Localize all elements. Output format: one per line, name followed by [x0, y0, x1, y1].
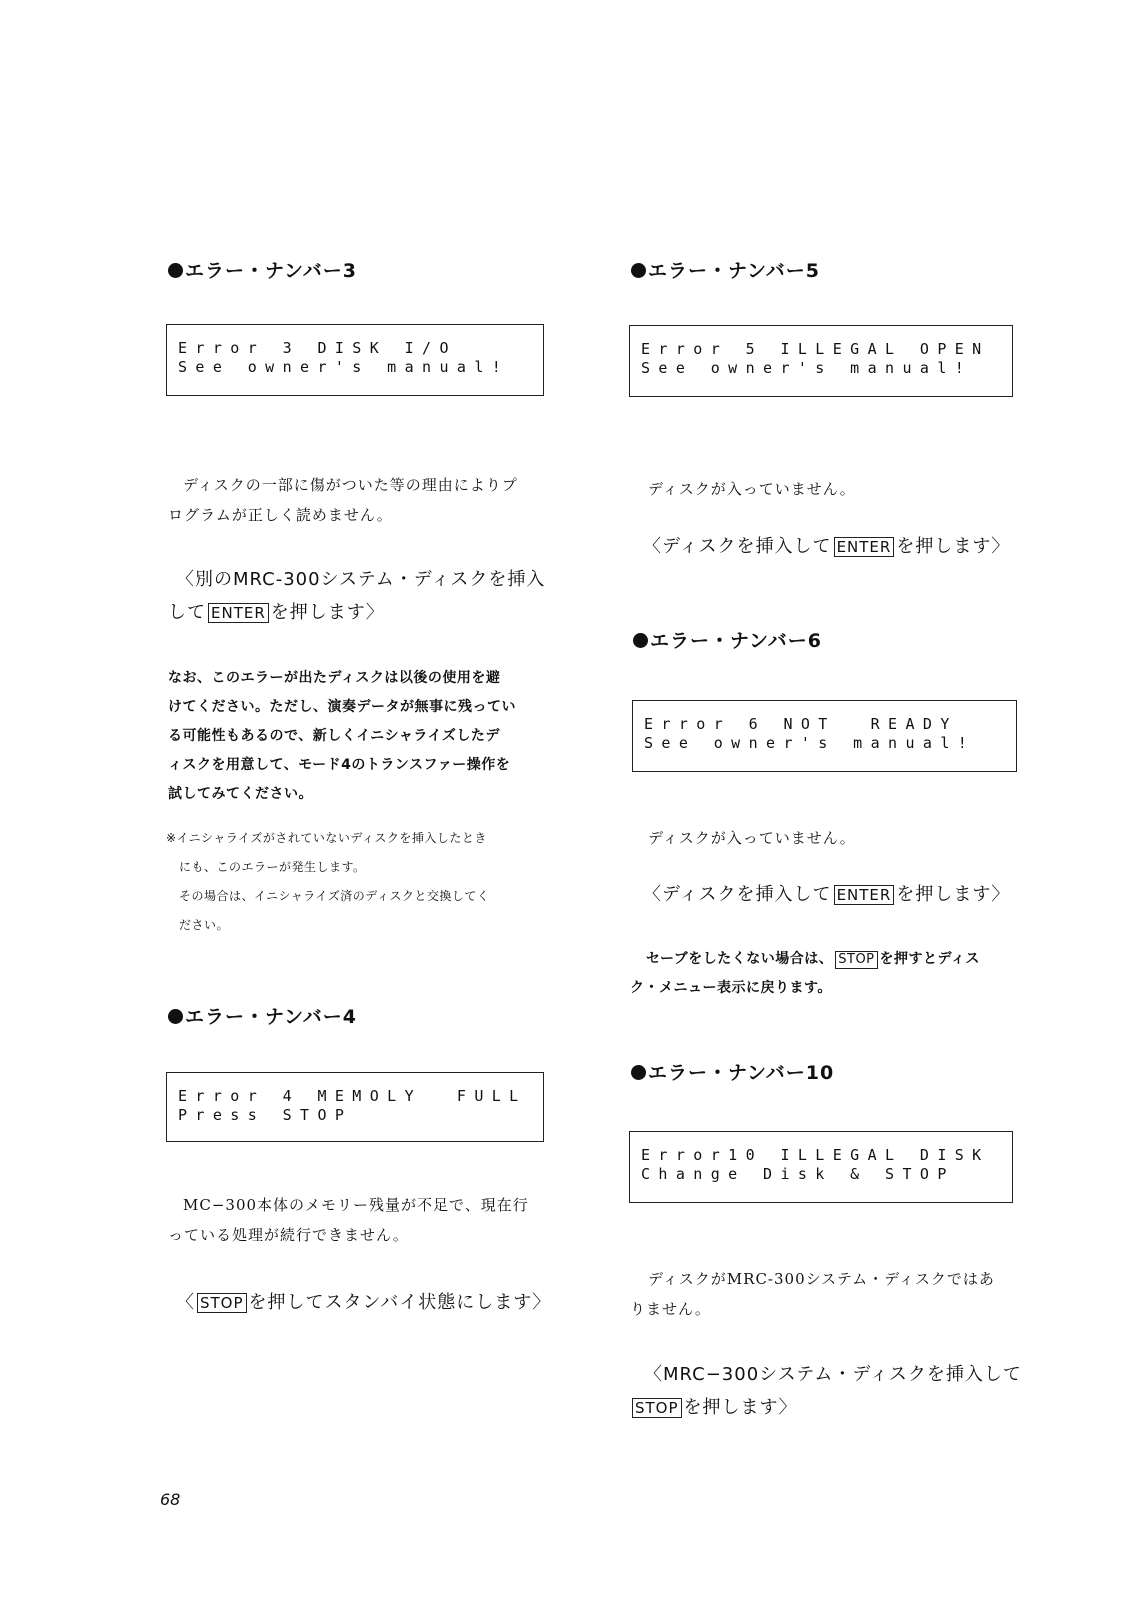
- note-error-3: なお、このエラーが出たディスクは以後の使用を避 けてください。ただし、演奏データが無事に残ってい る可能性もあるので、新しくイニシャライズしたデ ィスクを用意して、モード4のトランスファー操作を 試してみてください。: [168, 670, 516, 802]
- bullet-icon: [631, 263, 646, 278]
- lcd-line-2: Change Disk & STOP: [641, 1165, 955, 1183]
- lcd-line-1: Error 3 DISK I/O: [178, 339, 457, 357]
- lcd-line-2: See owner's manual!: [178, 358, 510, 376]
- stop-key-label: STOP: [632, 1398, 682, 1418]
- note-error-6: セーブをしたくない場合は、 STOP を押すとディス ク・メニュー表示に戻ります。: [630, 951, 980, 996]
- lcd-line-1: Error 5 ILLEGAL OPEN: [641, 340, 990, 358]
- description-error-3: ディスクの一部に傷がついた等の理由によりプ ログラムが正しく読めません。: [168, 476, 518, 524]
- description-error-10: ディスクがMRC-300システム・ディスクではあ りません。: [630, 1270, 995, 1318]
- lcd-display-error-3: [166, 324, 544, 396]
- stop-key-label: STOP: [197, 1293, 247, 1313]
- instruction-error-10: 〈MRC−300システム・ディスクを挿入して STOP を押します〉: [630, 1358, 1040, 1424]
- instruction-error-3: 〈別のMRC-300システム・ディスクを挿入 して ENTER を押します〉: [168, 569, 546, 623]
- instruction-error-6: 〈ディスクを挿入して ENTER を押します〉: [643, 884, 1011, 905]
- instruction-error-5: 〈ディスクを挿入して ENTER を押します〉: [643, 536, 1011, 557]
- bullet-icon: [168, 263, 183, 278]
- enter-key-label: ENTER: [208, 603, 269, 623]
- enter-key-label: ENTER: [834, 537, 895, 557]
- lcd-line-1: Error 4 MEMOLY FULL: [178, 1087, 527, 1105]
- heading-error-4: エラー・ナンバー4: [168, 1002, 357, 1029]
- lcd-display-error-5: [629, 325, 1013, 397]
- footnote-error-3: ※イニシャライズがされていないディスクを挿入したとき にも、このエラーが発生します。 その場合は、イニシャライズ済のディスクと交換してく ださい。: [166, 831, 490, 932]
- bullet-icon: [633, 633, 648, 648]
- description-error-6: ディスクが入っていません。: [648, 829, 856, 847]
- lcd-line-2: Press STOP: [178, 1106, 353, 1124]
- lcd-display-error-4: [166, 1072, 544, 1142]
- lcd-line-1: Error 6 NOT READY: [644, 715, 958, 733]
- lcd-display-error-6: [632, 700, 1017, 772]
- lcd-line-2: See owner's manual!: [641, 359, 973, 377]
- page-number: 68: [160, 1490, 181, 1509]
- lcd-line-2: See owner's manual!: [644, 734, 976, 752]
- bullet-icon: [631, 1065, 646, 1080]
- bullet-icon: [168, 1009, 183, 1024]
- lcd-display-error-10: [629, 1131, 1013, 1203]
- heading-error-6: エラー・ナンバー6: [633, 626, 822, 653]
- stop-key-label: STOP: [835, 951, 877, 969]
- enter-key-label: ENTER: [834, 885, 895, 905]
- description-error-4: MC−300本体のメモリー残量が不足で、現在行 っている処理が続行できません。: [168, 1196, 529, 1244]
- heading-error-3: エラー・ナンバー3: [168, 256, 357, 283]
- instruction-error-4: 〈 STOP を押してスタンバイ状態にします〉: [176, 1292, 552, 1313]
- heading-error-5: エラー・ナンバー5: [631, 256, 820, 283]
- lcd-line-1: Error10 ILLEGAL DISK: [641, 1146, 990, 1164]
- description-error-5: ディスクが入っていません。: [648, 480, 856, 498]
- heading-error-10: エラー・ナンバー10: [631, 1058, 834, 1085]
